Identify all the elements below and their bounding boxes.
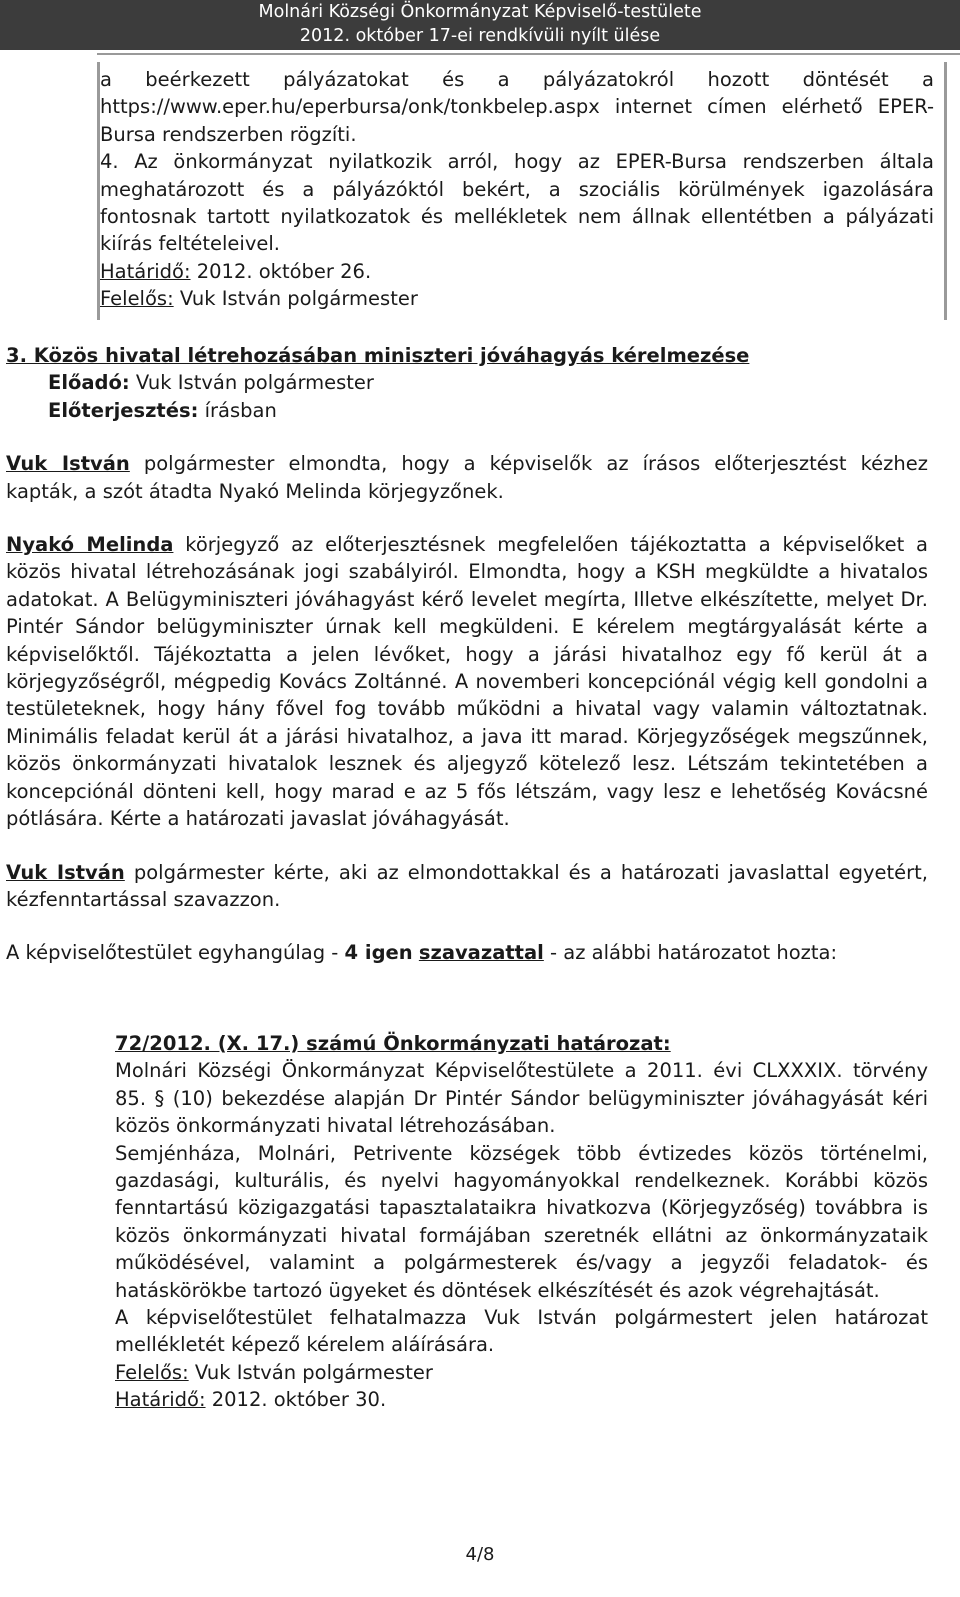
deadline-label: Határidő:	[115, 1388, 206, 1412]
resolution-deadline	[115, 1386, 928, 1413]
box-deadline	[100, 258, 934, 285]
paragraph-text: körjegyző az előterjesztésnek megfelelően tájékoztatta a képviselőket a közös hivatal létrehozásának jogi szabályiról. Elmondta, hogy a KSH megküldte a hivatalos adatokat. A Belügyminiszteri jóváhagyást kérő levelet megírta, Illetve elkészítette, melyet Dr. Pintér Sándor belügyminiszter úrnak kell megküldeni. E kérelem megtárgyalását kérte a képviselőktől. Tájékoztatta a jelen lévőket, hogy a járási hivatalhoz egy fő kerül át a körjegyzőségről, mégpedig Kovács Zoltánné. A novemberi koncepciónál végig kell gondolni a testületeknek, hogy hány fővel fog tovább működni a hivatal vagy valamin változtatnak. Minimális feladat kerül át a járási hivatalhoz, a java itt marad. Körjegyzőségek megszűnnek, közös önkormányzati hivatalok lesznek és aljegyző kötelező lesz. Létszám tekintetében a koncepciónál dönteni kell, hogy marad e az 5 fős létszám, vagy lesz e lehetőség Kovácsné pótlására. Kérte a határozati javaslat jóváhagyását.	[6, 533, 928, 831]
box-paragraph-2: 4. Az önkormányzat nyilatkozik arról, hogy az EPER-Bursa rendszerben általa meghatározott és a pályázóktól bekért, a szociális körülmények igazolására fontosnak tartott nyilatkozatok és mellékletek nem állnak ellentétben a pályázati kiírás feltételeivel.	[100, 150, 934, 256]
submission-label: Előterjesztés:	[48, 398, 199, 422]
resolution-paragraph-1: Molnári Községi Önkormányzat Képviselőtestülete a 2011. évi CLXXXIX. törvény 85. § (10) bekezdése alapján Dr Pintér Sándor belügyminiszter jóváhagyását kéri közös önkormányzati hivatal létrehozásában.	[115, 1059, 928, 1138]
resolution-paragraph-2: Semjénháza, Molnári, Petrivente községek több évtizedes közös történelmi, gazdasági, kulturális, és nyelvi hagyományokkal rendelkeznek. Korábbi közös fenntartású közigazgatási tapasztalataikra hivatkozva (Körjegyzőség) továbbra is közös önkormányzati hivatal formájában szeretnék ellátni az önkormányzataik működésével, valamint a polgármesterek és/vagy a jegyzői feladatok- és hatáskörökbe tartozó ügyeket és döntések elkészítését és azok végrehajtását.	[115, 1141, 928, 1302]
presenter-value: Vuk István polgármester	[129, 371, 374, 395]
resolution-paragraph-3: A képviselőtestület felhatalmazza Vuk István polgármestert jelen határozat mellékletét képező kérelem aláírására.	[115, 1306, 928, 1357]
continued-section-box	[97, 62, 947, 320]
presenter-line	[6, 369, 928, 396]
speaker-name: Vuk István	[6, 452, 130, 476]
header-divider	[97, 53, 960, 55]
vote-pre: A képviselőtestület egyhangúlag -	[6, 941, 345, 965]
speaker-name: Nyakó Melinda	[6, 533, 174, 557]
header-title: Molnári Községi Önkormányzat Képviselő-testülete	[258, 2, 702, 22]
responsible-label: Felelős:	[100, 287, 174, 311]
submission-value: írásban	[198, 398, 277, 422]
submission-line	[6, 397, 928, 424]
box-paragraph-1: a beérkezett pályázatokat és a pályázatokról hozott döntését a https://www.eper.hu/eperbursa/onk/tonkbelep.aspx internet címen elérhető EPER-Bursa rendszerben rögzíti.	[100, 68, 934, 146]
responsible-label: Felelős:	[115, 1360, 189, 1384]
box-responsible	[100, 285, 934, 312]
section-3	[6, 342, 928, 967]
deadline-value: 2012. október 30.	[205, 1388, 387, 1412]
responsible-value: Vuk István polgármester	[173, 287, 418, 311]
responsible-value: Vuk István polgármester	[188, 1360, 433, 1384]
vote-count: 4 igen	[344, 941, 413, 965]
page-number: 4/8	[465, 1544, 495, 1565]
paragraph-mayor-2	[6, 859, 928, 914]
resolution-title: 72/2012. (X. 17.) számú Önkormányzati határozat:	[115, 1032, 671, 1055]
paragraph-text: polgármester kérte, aki az elmondottakkal és a határozati javaslattal egyetért, kézfenntartással szavazzon.	[6, 860, 928, 911]
paragraph-text: polgármester elmondta, hogy a képviselők az írásos előterjesztést kézhez kapták, a szót átadta Nyakó Melinda körjegyzőnek.	[6, 452, 928, 503]
resolution-block	[115, 1030, 928, 1414]
speaker-name: Vuk István	[6, 860, 125, 884]
vote-word: szavazattal	[418, 941, 544, 965]
vote-line	[6, 939, 928, 966]
deadline-value: 2012. október 26.	[190, 259, 372, 283]
section-title: 3. Közös hivatal létrehozásában miniszteri jóváhagyás kérelmezése	[6, 344, 750, 367]
vote-post: - az alábbi határozatot hozta:	[543, 941, 838, 965]
page-header	[0, 0, 960, 50]
header-subtitle: 2012. október 17-ei rendkívüli nyílt ülése	[299, 26, 661, 46]
paragraph-notary	[6, 531, 928, 832]
paragraph-mayor-1	[6, 450, 928, 505]
deadline-label: Határidő:	[100, 259, 191, 283]
presenter-label: Előadó:	[48, 371, 130, 395]
resolution-responsible	[115, 1359, 928, 1386]
